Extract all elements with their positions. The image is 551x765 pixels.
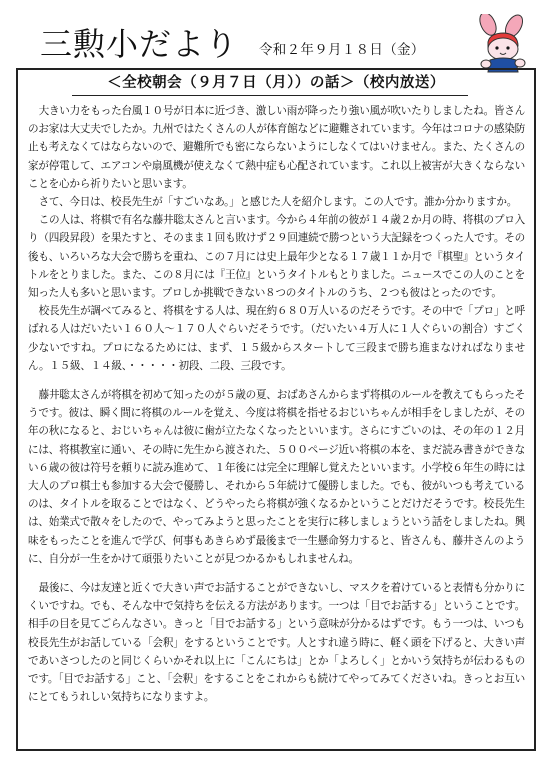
paragraph-shogi-population: 校長先生が調べてみると、将棋をする人は、現在約６８０万人いるのだそうです。その中で「プロ」と呼ばれる人はだいたい１６０人～１７０人ぐらいだそうです。（だいたい４万人に１人ぐらいの割合）すごく少ないですね。プロになるためには、まず、１５級からスタートして三段まで勝ち進まなければなりません。１５級、１４級、・・・・・初段、二段、三段です。: [28, 305, 525, 372]
newsletter-title: 三勲小だより: [40, 25, 239, 63]
rabbit-mascot-icon: [468, 14, 532, 74]
paragraph-intro: さて、今日は、校長先生が「すごいなあ。」と感じた人を紹介します。この人です。誰か分かりますか。: [38, 196, 518, 209]
section-title: ＜全校朝会（９月７日（月））の話＞（校内放送）: [107, 75, 445, 91]
title-underline: [72, 95, 468, 96]
paragraph-closing: 最後に、今は友達と近くで大きい声でお話することができないし、マスクを着けていると表情も分かりにくいですね。でも、そんな中で気持ちを伝える方法があります。一つは「目でお話する」ということです。相手の目を見てごらんなさい。きっと「目でお話する」という意味が分かるはずです。もう一つは、いつも校長先生がお話している「会釈」をするということです。人とすれ違う時に、軽く頭を下げると、大きい声であいさつしたのと同じくらいかそれ以上に「こんにちは」とか「よろしく」とかいう気持ちが伝わるものです。「目でお話する」こと、「会釈」をすることをこれからも続けてやってみてくださいね。きっとお互いにとてもうれしい気持ちになりますよ。: [28, 582, 525, 704]
paragraph-typhoon: 大きい力をもった台風１０号が日本に近づき、激しい雨が降ったり強い風が吹いたりしましたね。皆さんのお家は大丈夫でしたか。九州ではたくさんの人が体育館などに避難されています。今年はコロナの感染防止も考えなくてはならないので、避難所でも密にならないようにしなくてはいけません。また、たくさんの家が停電して、エアコンや扇風機が使えなくて熱中症も心配されています。これ以上被害が大きくならないことを心から祈りたいと思います。: [28, 105, 525, 190]
paragraph-childhood: 藤井聡太さんが将棋を初めて知ったのが５歳の夏、おばあさんからまず将棋のルールを教えてもらったそうです。彼は、瞬く間に将棋のルールを覚え、今度は将棋を指せるおじいちゃんが相手をしましたが、その年の秋になると、おじいちゃんは彼に歯が立たなくなったといいます。さらにすごいのは、その年の１２月には、将棋教室に通い、その時に先生から渡された、５００ページ近い将棋の本を、まだ読み書きができない６歳の彼は符号を頼りに読み進めて、１年後には完全に理解し覚えたといいます。小学校６年生の時には大人のプロ棋士も参加する大会で優勝し、それから５年続けて優勝しました。でも、彼がいつも考えているのは、タイトルを取ることではなく、どうやったら将棋が強くなるかということだけだそうです。校長先生は、始業式で散々をしたので、やってみようと思ったことを実行に移しましょうという話をしましたね。興味をもったことを進んで学び、何事もあきらめず最後まで一生懸命努力すると、皆さんも、藤井さんのように、自分が一生をかけて頑張りたいことが見つかるかもしれませんね。: [28, 389, 525, 565]
announcement-box: [16, 68, 536, 751]
issue-date: 令和２年９月１８日（金）: [259, 42, 425, 58]
newsletter-header: [16, 10, 536, 70]
announcement-body: [28, 102, 525, 707]
paragraph-fujii: この人は、将棋で有名な藤井聡太さんと言います。今から４年前の彼が１４歳２か月の時、将棋のプロ入り（四段昇段）を果たすと、そのまま１回も敗けず２９回連続で勝つという大記録をつくった人です。その後も、いろいろな大会で勝ちを重ね、この７月には史上最年少となる１７歳１１か月で『棋聖』というタイトルをとりました。また、この８月には『王位』というタイトルもとりました。ニュースでこの人のことを知った人も多いと思います。プロしか挑戦できない８つのタイトルのうち、２つも彼はとったのです。: [28, 214, 525, 300]
